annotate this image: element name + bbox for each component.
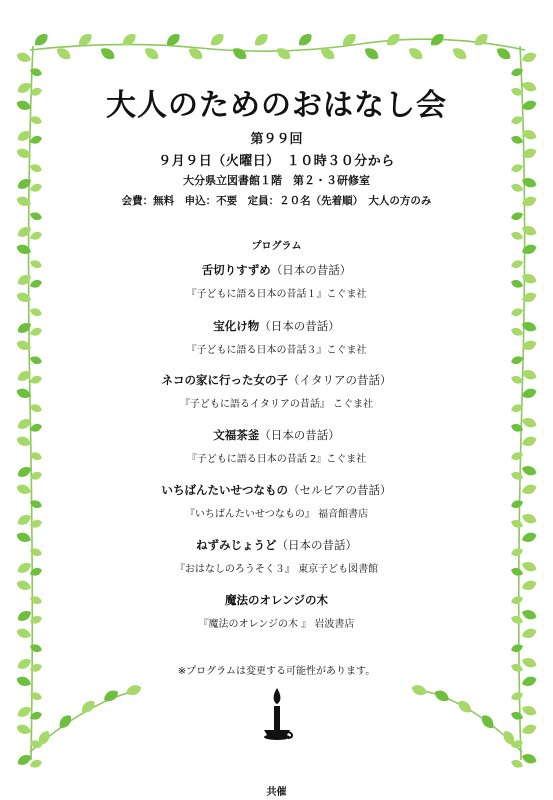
event-fees: 会費：無料 申込：不要 定員：２０名（先着順） 大人の方のみ [121,195,432,207]
program-change-note: ※プログラムは変更する可能性があります。 [177,666,376,677]
program-title: 宝化け物 [213,319,260,333]
program-origin: （日本の昔話） [259,319,340,333]
page-title: 大人のためのおはなし会 [106,88,447,123]
program-title: ねずみじょうど [196,538,277,552]
leaf-ornament [274,45,293,62]
leaf-ornament [406,45,425,62]
leaf-ornament [450,45,469,62]
leaf-ornament [520,464,537,478]
leaf-ornament [520,51,537,65]
program-source: 『魔法のオレンジの木 』 岩波書店 [198,619,355,630]
leaf-ornament [510,691,524,702]
leaf-ornament [510,643,524,654]
leaf-ornament [124,683,142,697]
leaf-ornament [410,683,428,697]
program-source: 『子どもに語る日本の昔話 2』こぐま社 [186,454,367,465]
program-origin: （日本の昔話） [270,263,352,277]
program-source: 『おはなしのろうそく３』 東京子ども図書館 [174,564,379,575]
program-source: 『子どもに語る日本の昔話３』こぐま社 [186,345,367,356]
leaf-ornament [510,758,524,769]
program-source: 『いちばんたいせつなもの』 福音館書店 [184,509,369,520]
leaf-ornament [510,710,524,721]
program-heading: プログラム [251,241,302,252]
leaf-ornament [15,51,32,65]
leaf-ornament [142,45,161,62]
leaf-ornament [510,470,524,481]
program-item [0,482,553,520]
leaf-ornament [510,211,524,222]
program-item [0,318,553,356]
leaf-ornament [29,307,43,318]
leaf-ornament [520,723,537,737]
program-item [0,537,553,575]
event-venue: 大分県立図書館１階 第２・３研修室 [183,174,370,187]
program-title: ネコの家に行った女の子 [161,373,288,387]
leaf-ornament [520,704,537,718]
leaf-ornament [433,688,452,704]
leaf-ornament [472,31,490,49]
leaf-ornament [120,31,138,49]
leaf-ornament [230,45,249,62]
event-datetime: ９月９日（火曜日） １０時３０分から [158,154,395,169]
cosponsor-label: 共催 [266,787,287,798]
program-origin: （日本の昔話） [276,538,357,552]
leaf-ornament [520,224,537,238]
leaf-ornament [29,691,43,702]
leaf-ornament [15,579,32,593]
leaf-ornament [520,579,537,593]
leaf-ornament [29,355,43,366]
leaf-ornament [98,45,117,62]
program-title: 文福茶釜 [213,428,260,442]
leaf-ornament [208,31,226,49]
program-title: 魔法のオレンジの木 [225,593,328,607]
leaf-ornament [15,723,32,737]
leaf-ornament [520,752,537,766]
leaf-ornament [29,643,43,654]
program-item [0,262,553,300]
leaf-ornament [296,31,314,49]
program-origin: （セルビアの昔話） [288,483,392,497]
leaf-ornament [362,45,381,62]
program-item [0,427,553,465]
leaf-ornament [510,307,524,318]
program-title: 舌切りすずめ [201,263,271,277]
session-number: 第９９回 [250,132,303,147]
program-origin: （日本の昔話） [259,428,340,442]
program-item [0,592,553,630]
leaf-ornament [456,698,474,716]
leaf-ornament [29,67,43,78]
leaf-ornament [479,713,497,731]
program-origin: （イタリアの昔話） [288,373,392,387]
leaf-ornament [32,31,50,49]
leaf-ornament [510,355,524,366]
program-title: いちばんたいせつなもの [161,483,288,497]
program-source: 『子どもに語る日本の昔話１』こぐま社 [186,289,367,300]
program-source: 『子どもに語るイタリアの昔話』 こぐま社 [179,399,374,410]
leaf-ornament [252,31,270,49]
leaf-ornament [29,211,43,222]
program-item [0,372,553,410]
candle-icon [260,686,294,746]
